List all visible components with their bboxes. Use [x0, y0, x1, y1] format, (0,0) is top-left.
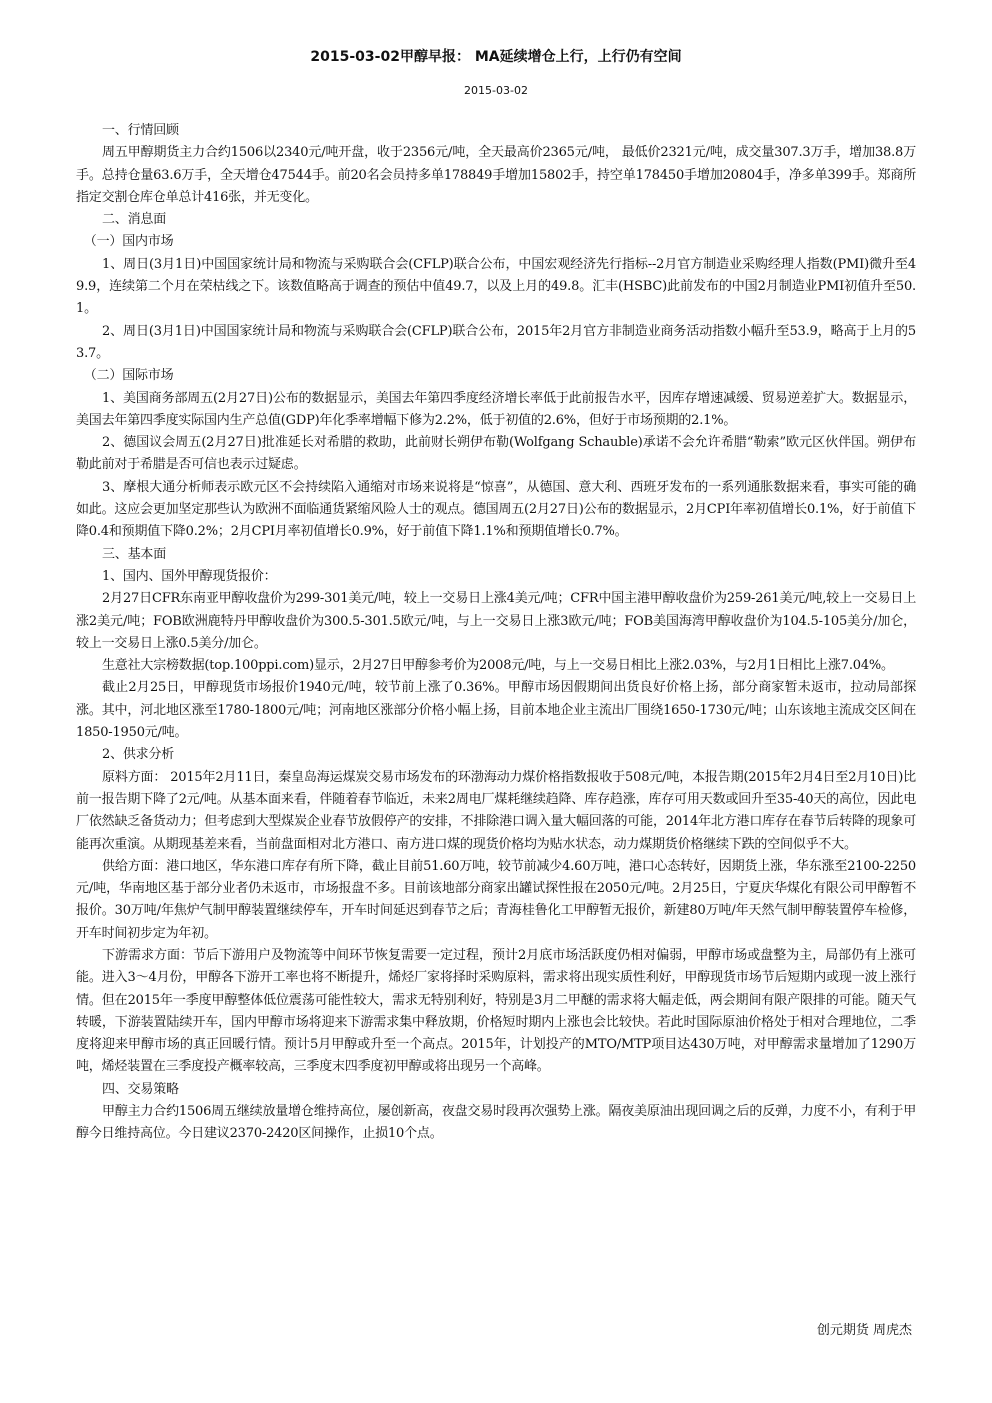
subsection-heading: 2、供求分析: [102, 747, 175, 763]
section-heading: 三、基本面: [102, 546, 167, 562]
document-date: 2015-03-02: [464, 84, 528, 97]
document-body: [76, 120, 916, 1146]
paragraph: 截止2月25日，甲醇现货市场报价1940元/吨，较节前上涨了0.36%。甲醇市场因假期间出货良好价格上扬，部分商家暂未返市，拉动局部探涨。其中，河北地区涨至1780-1800元/吨；河南地区涨部分价格小幅上扬，目前本地企业主流出厂围绕1650-1730元/吨；山东该地主流成交区间在1850-1950元/吨。: [76, 680, 916, 741]
section-heading: 一、行情回顾: [102, 123, 179, 138]
section-heading: 二、消息面: [102, 212, 167, 228]
paragraph: 生意社大宗榜数据(top.100ppi.com)显示，2月27日甲醇参考价为2008元/吨，与上一交易日相比上涨2.03%，与2月1日相比上涨7.04%。: [102, 658, 894, 674]
paragraph: 3、摩根大通分析师表示欧元区不会持续陷入通缩对市场来说将是“惊喜”，从德国、意大利、西班牙发布的一系列通胀数据来看，事实可能的确如此。这应会更加坚定那些认为欧洲不面临通货紧缩风险人士的观点。德国周五(2月27日)公布的数据显示，2月CPI年率初值增长0.1%，好于前值下降0.4和预期值下降0.2%；2月CPI月率初值增长0.9%，好于前值下降1.1%和预期值增长0.7%。: [76, 479, 916, 540]
paragraph: 2、德国议会周五(2月27日)批准延长对希腊的救助，此前财长朔伊布勒(Wolfgang Schauble)承诺不会允许希腊“勒索”欧元区伙伴国。朔伊布勒此前对于希腊是否可信也表示过疑虑。: [76, 435, 916, 473]
document-title: 2015-03-02甲醇早报： MA延续增仓上行，上行仍有空间: [310, 49, 682, 65]
paragraph: 2、周日(3月1日)中国国家统计局和物流与采购联合会(CFLP)联合公布，2015年2月官方非制造业商务活动指数小幅升至53.9，略高于上月的53.7。: [76, 323, 916, 361]
paragraph: 周五甲醇期货主力合约1506以2340元/吨开盘，收于2356元/吨，全天最高价2365元/吨， 最低价2321元/吨，成交量307.3万手，增加38.8万手。总持仓量63.6万手，全天增仓47544手。前20名会员持多单178849手增加15802手，持空单178450手增加20804手，净多单399手。郑商所指定交割仓库仓单总计416张，并无变化。: [76, 145, 916, 205]
paragraph: 1、美国商务部周五(2月27日)公布的数据显示，美国去年第四季度经济增长率低于此前报告水平，因库存增速减缓、贸易逆差扩大。数据显示，美国去年第四季度实际国内生产总值(GDP)年化季率增幅下修为2.2%，低于初值的2.6%，但好于市场预期的2.1%。: [76, 390, 916, 428]
paragraph: 原料方面： 2015年2月11日，秦皇岛海运煤炭交易市场发布的环渤海动力煤价格指数报收于508元/吨，本报告期(2015年2月4日至2月10日)比前一报告期下降了2元/吨。从基本面来看，伴随着春节临近，未来2周电厂煤耗继续趋降、库存趋涨，库存可用天数或回升至35-40天的高位，因此电厂依然缺乏备货动力；但考虑到大型煤炭企业春节放假停产的安排，不排除港口调入量大幅回落的可能，2014年北方港口库存在春节后转降的现象可能再次重演。从期现基差来看，当前盘面相对北方港口、南方进口煤的现货价格均为贴水状态，动力煤期货价格继续下跌的空间似乎不大。: [76, 769, 916, 852]
paragraph: 下游需求方面：节后下游用户及物流等中间环节恢复需要一定过程，预计2月底市场活跃度仍相对偏弱，甲醇市场或盘整为主，局部仍有上涨可能。进入3～4月份，甲醇各下游开工率也将不断提升，烯烃厂家将择时采购原料，需求将出现实质性利好，甲醇现货市场节后短期内或现一波上涨行情。但在2015年一季度甲醇整体低位震荡可能性较大，需求无特别利好，特别是3月二甲醚的需求将大幅走低，两会期间有限产限排的可能。随天气转暖，下游装置陆续开车，国内甲醇市场将迎来下游需求集中释放期，价格短时期内上涨也会比较快。若此时国际原油价格处于相对合理地位，二季度将迎来甲醇市场的真正回暖行情。预计5月甲醇或升至一个高点。2015年，计划投产的MTO/MTP项目达430万吨，对甲醇需求量增加了1290万吨，烯烃装置在三季度投产概率较高，三季度末四季度初甲醇或将出现另一个高峰。: [76, 947, 916, 1075]
subsection-heading: （一）国内市场: [83, 234, 174, 250]
subsection-heading: （二）国际市场: [83, 368, 174, 384]
subsection-heading: 1、国内、国外甲醇现货报价：: [102, 568, 277, 584]
paragraph: 供给方面：港口地区，华东港口库存有所下降，截止目前51.60万吨，较节前减少4.60万吨，港口心态转好，因期货上涨，华东涨至2100-2250元/吨，华南地区基于部分业者仍未返市，市场报盘不多。目前该地部分商家出罐试探性报在2050元/吨。2月25日，宁夏庆华煤化有限公司甲醇暂不报价。30万吨/年焦炉气制甲醇装置继续停车，开车时间延迟到春节之后；青海桂鲁化工甲醇暂无报价，新建80万吨/年天然气制甲醇装置停车检修，开车时间初步定为年初。: [76, 858, 916, 941]
paragraph: 2月27日CFR东南亚甲醇收盘价为299-301美元/吨，较上一交易日上涨4美元/吨；CFR中国主港甲醇收盘价为259-261美元/吨,较上一交易日上涨2美元/吨；FOB欧洲鹿特丹甲醇收盘价为300.5-301.5欧元/吨，与上一交易日上涨3欧元/吨；FOB美国海湾甲醇收盘价为104.5-105美分/加仑，较上一交易日上涨0.5美分/加仑。: [76, 591, 916, 651]
signature: 创元期货 周虎杰: [816, 1323, 912, 1338]
paragraph: 甲醇主力合约1506周五继续放量增仓维持高位，屡创新高，夜盘交易时段再次强势上涨。隔夜美原油出现回调之后的反弹，力度不小，有利于甲醇今日维持高位。今日建议2370-2420区间操作，止损10个点。: [76, 1104, 916, 1142]
paragraph: 1、周日(3月1日)中国国家统计局和物流与采购联合会(CFLP)联合公布，中国宏观经济先行指标--2月官方制造业采购经理人指数(PMI)微升至49.9，连续第二个月在荣枯线之下。该数值略高于调查的预估中值49.7，以及上月的49.8。汇丰(HSBC)此前发布的中国2月制造业PMI初值升至50.1。: [76, 256, 916, 317]
section-heading: 四、交易策略: [102, 1081, 179, 1097]
